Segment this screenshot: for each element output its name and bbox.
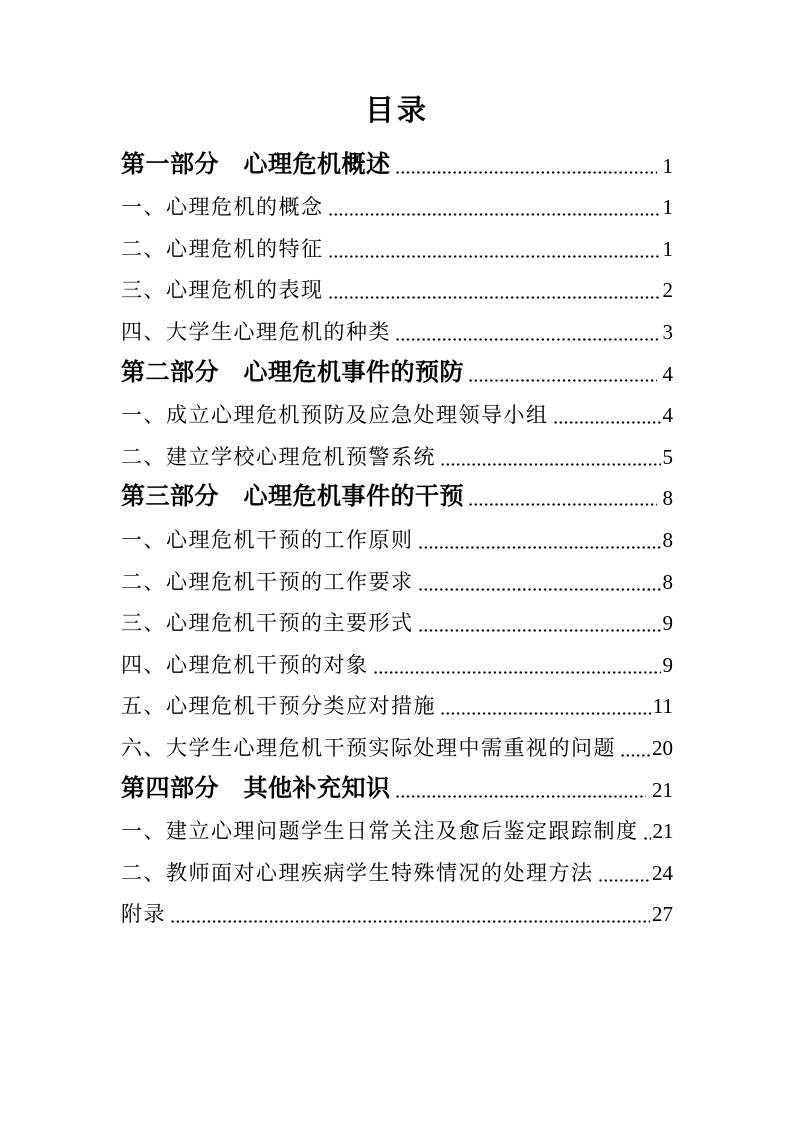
dot-leader	[328, 296, 661, 299]
toc-entry-page-number: 4	[662, 403, 673, 428]
dot-leader	[440, 463, 661, 466]
table-of-contents	[121, 143, 673, 933]
toc-entry-page-number: 8	[662, 486, 673, 511]
dot-leader	[328, 255, 661, 258]
dot-leader	[553, 421, 661, 424]
toc-entry[interactable]	[121, 850, 673, 892]
toc-entry[interactable]	[121, 309, 673, 351]
toc-entry[interactable]	[121, 351, 673, 393]
toc-entry-label: 一、心理危机的概念	[121, 195, 324, 220]
toc-entry[interactable]	[121, 559, 673, 601]
dot-leader	[468, 503, 657, 506]
toc-entry[interactable]	[121, 892, 673, 934]
toc-entry-label: 二、心理危机干预的工作要求	[121, 569, 414, 594]
toc-entry-label: 四、心理危机干预的对象	[121, 652, 369, 677]
toc-entry-page-number: 8	[662, 569, 673, 594]
toc-entry-page-number: 1	[662, 236, 673, 261]
dot-leader	[395, 338, 661, 341]
dot-leader	[328, 213, 661, 216]
toc-entry-label: 第一部分 心理危机概述	[121, 150, 391, 178]
dot-leader	[643, 837, 651, 840]
toc-entry-page-number: 27	[652, 902, 673, 927]
toc-entry-label: 第二部分 心理危机事件的预防	[121, 358, 464, 386]
page-title: 目录	[364, 95, 429, 127]
toc-entry-page-number: 21	[652, 819, 674, 844]
toc-entry-page-number: 11	[652, 694, 673, 719]
dot-leader	[373, 671, 661, 674]
dot-leader	[468, 379, 657, 382]
toc-entry-label: 第三部分 心理危机事件的干预	[121, 483, 464, 511]
toc-entry-page-number: 3	[662, 319, 673, 344]
toc-entry-label: 六、大学生心理危机干预实际处理中需重视的问题	[121, 735, 616, 760]
toc-entry-page-number: 1	[662, 195, 673, 220]
toc-entry[interactable]	[121, 767, 673, 809]
dot-leader	[418, 588, 661, 591]
toc-entry-page-number: 9	[662, 611, 673, 636]
toc-entry-page-number: 8	[662, 527, 673, 552]
toc-entry[interactable]	[121, 642, 673, 684]
toc-entry-label: 四、大学生心理危机的种类	[121, 319, 391, 344]
dot-leader	[418, 629, 661, 632]
toc-entry[interactable]	[121, 226, 673, 268]
toc-entry-page-number: 1	[662, 153, 673, 178]
toc-entry[interactable]	[121, 809, 673, 851]
toc-entry[interactable]	[121, 601, 673, 643]
toc-entry-label: 五、心理危机干预分类应对措施	[121, 694, 436, 719]
dot-leader	[440, 712, 651, 715]
toc-entry[interactable]	[121, 143, 673, 185]
toc-entry[interactable]	[121, 393, 673, 435]
dot-leader	[395, 171, 657, 174]
toc-entry-page-number: 9	[662, 652, 673, 677]
toc-entry-page-number: 5	[662, 444, 673, 469]
toc-entry-label: 第四部分 其他补充知识	[121, 774, 391, 802]
toc-entry-label: 三、心理危机的表现	[121, 278, 324, 303]
toc-entry-label: 二、建立学校心理危机预警系统	[121, 444, 436, 469]
dot-leader	[418, 546, 661, 549]
toc-entry-label: 二、教师面对心理疾病学生特殊情况的处理方法	[121, 860, 594, 885]
dot-leader	[598, 879, 651, 882]
toc-entry[interactable]	[121, 517, 673, 559]
toc-entry[interactable]	[121, 185, 673, 227]
toc-entry-page-number: 21	[652, 777, 673, 802]
toc-entry[interactable]	[121, 434, 673, 476]
toc-entry-label: 一、心理危机干预的工作原则	[121, 527, 414, 552]
toc-entry-label: 三、心理危机干预的主要形式	[121, 611, 414, 636]
toc-entry-page-number: 20	[652, 735, 673, 760]
toc-entry[interactable]	[121, 684, 673, 726]
toc-entry-label: 附录	[121, 902, 166, 927]
toc-entry-label: 一、成立心理危机预防及应急处理领导小组	[121, 403, 549, 428]
toc-entry-page-number: 4	[662, 361, 673, 386]
toc-entry-label: 二、心理危机的特征	[121, 236, 324, 261]
dot-leader	[395, 795, 647, 798]
toc-entry[interactable]	[121, 725, 673, 767]
dot-leader	[620, 754, 650, 757]
toc-entry[interactable]	[121, 476, 673, 518]
toc-entry-label: 一、建立心理问题学生日常关注及愈后鉴定跟踪制度	[121, 819, 639, 844]
toc-entry[interactable]	[121, 268, 673, 310]
dot-leader	[170, 920, 650, 923]
toc-entry-page-number: 24	[652, 860, 673, 885]
toc-entry-page-number: 2	[662, 278, 673, 303]
